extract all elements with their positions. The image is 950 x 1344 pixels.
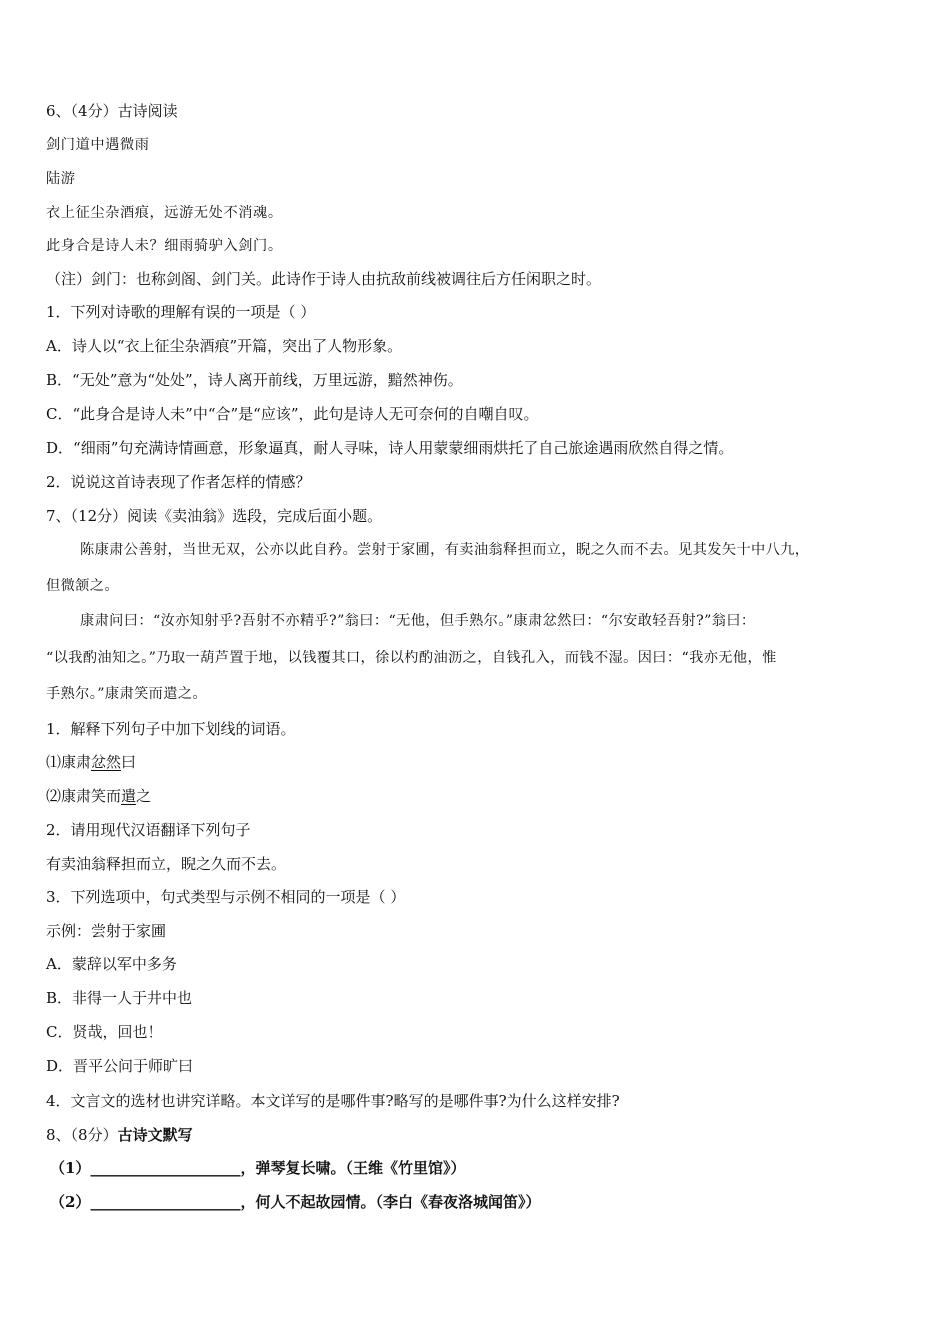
item2-underlined-word: 遣 — [121, 787, 137, 805]
q6-sub1: 1．下列对诗歌的理解有误的一项是（ ） — [46, 303, 316, 321]
q7-item-1 — [46, 752, 136, 772]
q7-item-2 — [46, 786, 151, 806]
item2-suffix: 之 — [136, 787, 152, 805]
q7-sub3: 3．下列选项中，句式类型与示例不相同的一项是（ ） — [46, 888, 406, 906]
q7-option-a: A．蒙辞以军中多务 — [46, 955, 177, 973]
poem-line-1: 衣上征尘杂酒痕，远游无处不消魂。 — [46, 205, 283, 221]
q8-line2-blank: ____________________ — [90, 1193, 241, 1211]
q7-option-c: C．贤哉，回也！ — [46, 1023, 163, 1041]
q8-line1-text: ，弹琴复长啸。（王维《竹里馆》） — [240, 1159, 466, 1177]
q6-option-a: A．诗人以“衣上征尘杂酒痕”开篇，突出了人物形象。 — [46, 337, 403, 355]
q7-sub4: 4．文言文的选材也讲究详略。本文详写的是哪件事?略写的是哪件事?为什么这样安排? — [46, 1092, 620, 1110]
q8-line-2 — [50, 1192, 540, 1212]
q8-line1-blank: ____________________ — [90, 1159, 241, 1177]
poem-line-2: 此身合是诗人未？细雨骑驴入剑门。 — [46, 238, 283, 254]
passage-p2-line1: 康肃问曰：“汝亦知射乎?吾射不亦精乎?”翁曰：“无他，但手熟尔。”康肃忿然曰：“尔安敢轻吾射?”翁曰： — [80, 613, 756, 629]
q6-option-c: C．“此身合是诗人未”中“合”是“应该”，此句是诗人无可奈何的自嘲自叹。 — [46, 405, 539, 423]
item1-suffix: 曰 — [121, 753, 137, 771]
q7-option-b: B．非得一人于井中也 — [46, 989, 193, 1007]
q8-line1-number: （1） — [50, 1159, 91, 1177]
passage-p1-line1: 陈康肃公善射，当世无双，公亦以此自矜。尝射于家圃，有卖油翁释担而立，睨之久而不去。见其发矢十中八九， — [80, 542, 810, 558]
q6-sub2: 2．说说这首诗表现了作者怎样的情感？ — [46, 473, 311, 491]
poem-author: 陆游 — [46, 171, 76, 187]
q7-header: 7、（12分）阅读《卖油翁》选段，完成后面小题。 — [46, 507, 383, 525]
poem-note: （注）剑门：也称剑阁、剑门关。此诗作于诗人由抗敌前线被调往后方任闲职之时。 — [46, 270, 602, 288]
item1-underlined-word: 忿然 — [91, 753, 122, 771]
q7-sub1: 1．解释下列句子中加下划线的词语。 — [46, 720, 296, 738]
q8-header-title: 古诗文默写 — [117, 1126, 193, 1144]
q7-example: 示例：尝射于家圃 — [46, 922, 167, 940]
passage-p2-line3: 手熟尔。”康肃笑而遣之。 — [46, 686, 208, 702]
q7-option-d: D．晋平公问于师旷曰 — [46, 1057, 194, 1075]
q8-header-prefix: 8、（8分） — [46, 1126, 118, 1144]
q6-header: 6、（4分）古诗阅读 — [46, 102, 178, 120]
q8-line2-number: （2） — [50, 1193, 91, 1211]
q6-option-b: B．“无处”意为“处处”，诗人离开前线，万里远游，黯然神伤。 — [46, 371, 463, 389]
q6-option-d: D．“细雨”句充满诗情画意，形象逼真，耐人寻味，诗人用蒙蒙细雨烘托了自己旅途遇雨欣然自得之情。 — [46, 439, 734, 457]
item1-prefix: ⑴康肃 — [46, 753, 92, 771]
q7-translate-sentence: 有卖油翁释担而立，睨之久而不去。 — [46, 855, 287, 873]
q8-line-1 — [50, 1158, 465, 1178]
item2-prefix: ⑵康肃笑而 — [46, 787, 122, 805]
q8-header — [46, 1125, 193, 1145]
q8-line2-text: ，何人不起故园情。（李白《春夜洛城闻笛》） — [240, 1193, 541, 1211]
poem-title: 剑门道中遇微雨 — [46, 137, 150, 153]
q7-sub2: 2．请用现代汉语翻译下列句子 — [46, 821, 251, 839]
passage-p2-line2: “以我酌油知之。”乃取一葫芦置于地，以钱覆其口，徐以杓酌油沥之，自钱孔入，而钱不湿。因曰：“我亦无他，惟 — [46, 650, 777, 666]
passage-p1-line2: 但微颔之。 — [46, 578, 119, 594]
